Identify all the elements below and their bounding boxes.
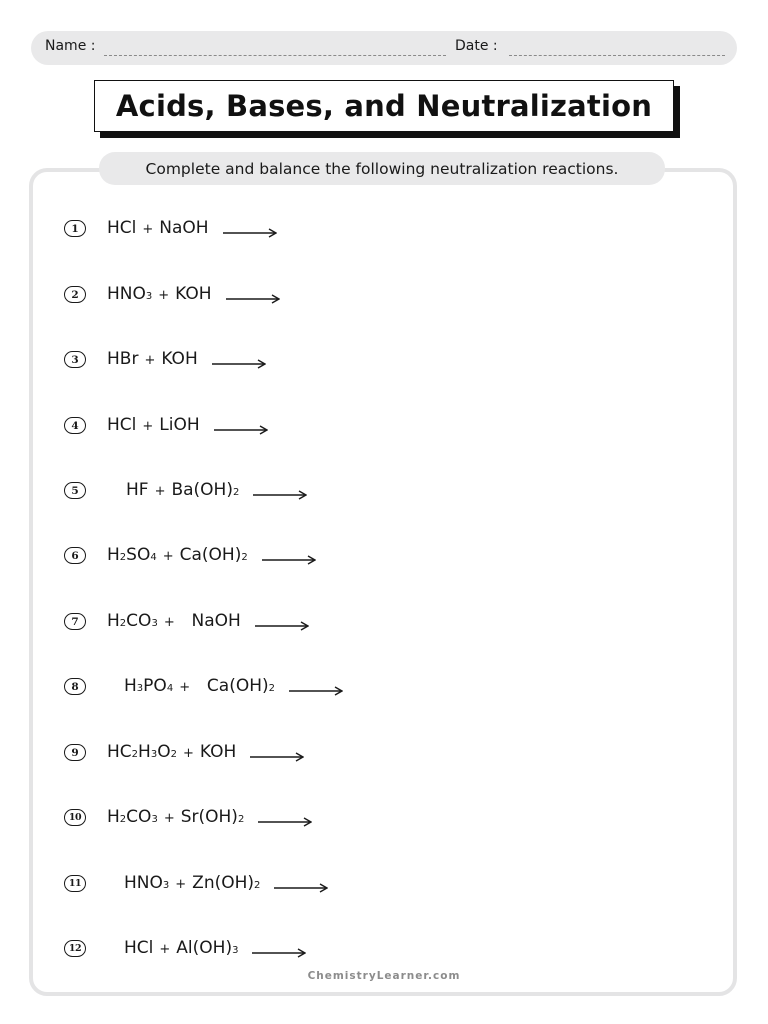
reaction-equation: HNO 3 + KOH [107,284,280,304]
reaction-item [0,541,700,569]
yields-arrow-icon [212,354,266,364]
reaction-number: 10 [64,809,86,826]
reaction-equation [107,218,277,238]
date-blank [509,55,725,56]
formula-text: Zn(OH) [192,873,255,893]
formula-text: KOH [161,349,198,369]
reaction-number: 7 [64,613,86,630]
reaction-equation: HC 2 H 3 O 2 + KOH [107,742,304,762]
formula-text: Ca(OH) [196,676,269,696]
reaction-number: 5 [64,482,86,499]
reaction-number: 3 [64,351,86,368]
formula-text: HF [126,480,149,500]
instructions-text: Complete and balance the following neutralization reactions. [145,159,619,178]
formula-text: HNO [107,284,146,304]
formula-text: H [107,807,120,827]
reaction-item [0,869,700,897]
reaction-equation [107,415,268,435]
yields-arrow-icon [214,420,268,430]
yields-arrow-icon [258,812,312,822]
name-label: Name : [45,38,96,54]
yields-arrow-icon [262,550,316,560]
reaction-number: 4 [64,417,86,434]
formula-text: H [107,611,120,631]
yields-arrow-icon [252,943,306,953]
plus-sign: + [163,811,175,826]
reaction-item [0,280,700,308]
plus-sign: + [175,877,187,892]
page-title: Acids, Bases, and Neutralization [115,89,653,123]
formula-text: CO [126,807,152,827]
formula-text: NaOH [159,218,209,238]
reaction-number: 8 [64,678,86,695]
reaction-number: 11 [64,875,86,892]
formula-text: LiOH [159,415,200,435]
reaction-item [0,214,700,242]
plus-sign: + [142,419,154,434]
formula-text: KOH [175,284,212,304]
formula-text: H [124,676,137,696]
reaction-item [0,607,700,635]
yields-arrow-icon [223,223,277,233]
date-label: Date : [455,38,498,54]
reaction-item [0,934,700,962]
plus-sign: + [158,288,170,303]
formula-text: NaOH [180,611,241,631]
reaction-equation: HF + Ba(OH) 2 [126,480,307,500]
reaction-equation: HNO 3 + Zn(OH) 2 [124,873,328,893]
name-date-bar [31,31,737,65]
yields-arrow-icon [255,616,309,626]
reaction-equation: H 2 CO 3 + NaOH [107,611,309,631]
formula-text: HNO [124,873,163,893]
reaction-equation: H 2 CO 3 + Sr(OH) 2 [107,807,312,827]
plus-sign: + [162,549,174,564]
formula-text: HCl [107,218,137,238]
reaction-equation: H 2 SO 4 + Ca(OH) 2 [107,545,316,565]
yields-arrow-icon [274,878,328,888]
formula-text: KOH [199,742,237,762]
reaction-equation: HCl + Al(OH) 3 [124,938,306,958]
reaction-equation: H 3 PO 4 + Ca(OH) 2 [124,676,343,696]
formula-text: HCl [124,938,154,958]
reaction-item [0,411,700,439]
reaction-equation [107,349,266,369]
formula-text: Ca(OH) [179,545,242,565]
yields-arrow-icon [253,485,307,495]
reaction-number: 6 [64,547,86,564]
footer-credit: ChemistryLearner.com [307,970,461,982]
formula-text: O [157,742,171,762]
plus-sign: + [144,353,156,368]
formula-text: H [138,742,151,762]
yields-arrow-icon [226,289,280,299]
formula-text: CO [126,611,152,631]
formula-text: H [107,545,120,565]
plus-sign: + [154,484,166,499]
formula-text: Ba(OH) [171,480,233,500]
reaction-number: 1 [64,220,86,237]
formula-text: SO [126,545,151,565]
reaction-number: 12 [64,940,86,957]
yields-arrow-icon [289,681,343,691]
formula-text: HC [107,742,132,762]
formula-text: HBr [107,349,139,369]
reaction-item [0,738,700,766]
reaction-item [0,476,700,504]
formula-text: Sr(OH) [180,807,238,827]
plus-sign: + [159,942,171,957]
reaction-item [0,672,700,700]
plus-sign: + [163,615,175,630]
formula-text: Al(OH) [176,938,233,958]
formula-text: HCl [107,415,137,435]
reaction-item [0,345,700,373]
reaction-number: 9 [64,744,86,761]
title-box [94,80,674,132]
reaction-number: 2 [64,286,86,303]
plus-sign: + [182,746,194,761]
yields-arrow-icon [250,747,304,757]
plus-sign: + [179,680,191,695]
name-blank [104,55,446,56]
plus-sign: + [142,222,154,237]
instructions-banner [99,152,665,185]
formula-text: PO [143,676,167,696]
reaction-item [0,803,700,831]
